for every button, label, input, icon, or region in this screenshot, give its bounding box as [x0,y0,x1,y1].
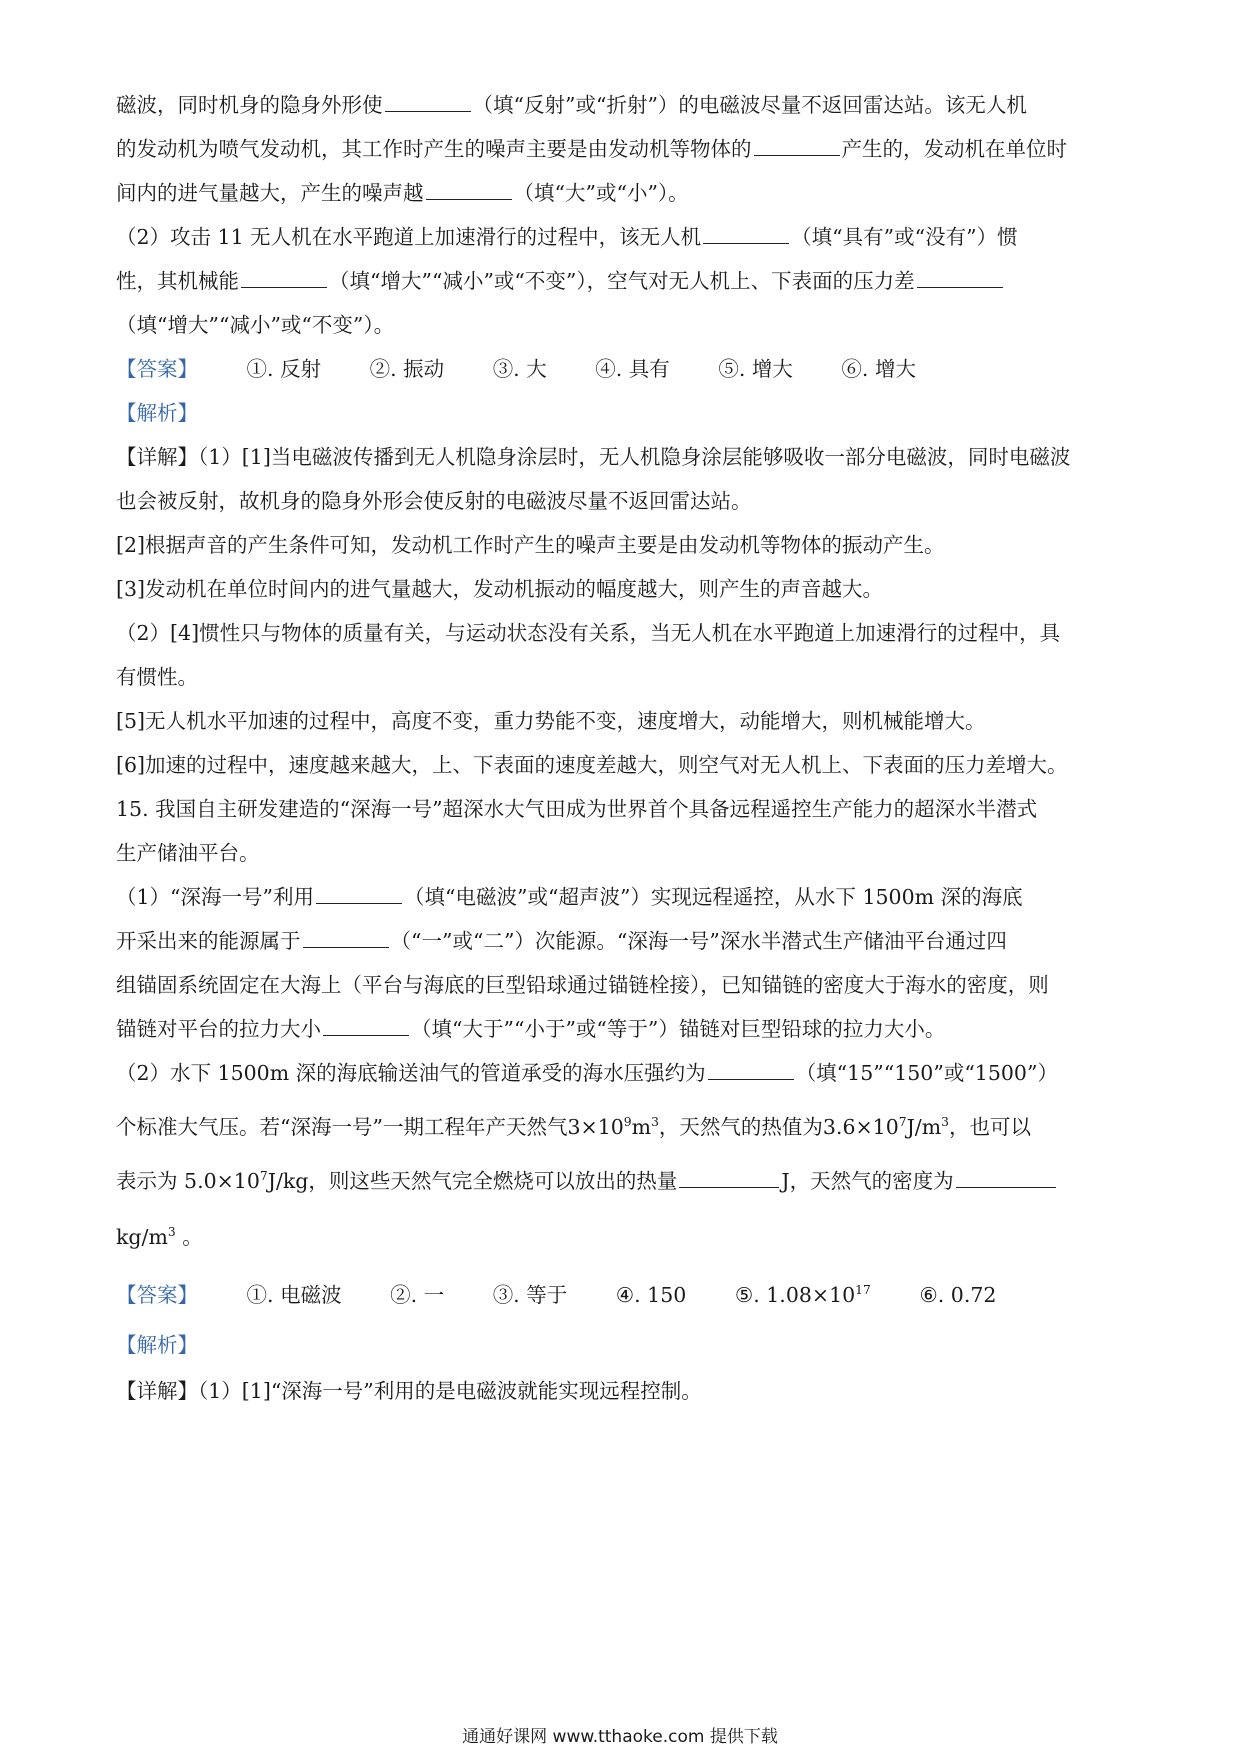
answer-item: ②. 振动 [369,357,445,381]
q15-part1-line-2 [116,926,1136,956]
analysis-14-line-8: [6]加速的过程中，速度越来越大，上、下表面的速度差越大，则空气对无人机上、下表面的压力差增大。 [116,753,1068,777]
text: 表示为 [116,1169,185,1193]
text: （填“增大”“减小”或“不变”）。 [116,313,395,337]
q14-line-5 [116,266,1136,296]
text: ，天然气的热值为 [658,1115,823,1139]
q15-part2-line-3 [116,1166,1136,1196]
analysis-15-line-1: 【详解】（1）[1]“深海一号”利用的是电磁波就能实现远程控制。 [116,1379,702,1403]
q14-line-1 [116,90,1136,120]
answer-blank [754,136,840,156]
answer-tag: 【答案】 [116,357,198,381]
q14-line-3 [116,178,1136,208]
answer-blank [303,928,389,948]
q14-line-2 [116,134,1136,164]
q15-part2-line-1 [116,1058,1136,1088]
formula-gas-volume: $3\times 10^9m^3$ [567,1115,659,1139]
q15-part1-line-4 [116,1014,1136,1044]
text: 间内的进气量越大，产生的噪声越 [116,181,424,205]
text: J，天然气的密度为 [781,1169,954,1193]
text: 。 [175,1225,203,1249]
answer-blank [241,268,327,288]
answer-14 [116,354,1136,384]
analysis-14-line-5: （2）[4]惯性只与物体的质量有关，与运动状态没有关系，当无人机在水平跑道上加速滑行的过程中，具 [116,621,1061,645]
answer-tag: 【答案】 [116,1283,198,1307]
q15-title-line-1: 15. 我国自主研发建造的“深海一号”超深水大气田成为世界首个具备远程遥控生产能力的超深水半潜式 [116,797,1038,821]
text: （填“15”“150”或“1500”） [795,1061,1058,1085]
q15-part2-line-4 [116,1222,1136,1252]
text: （填“增大”“减小”或“不变”），空气对无人机上、下表面的压力差 [329,269,915,293]
answer-item: ④. 具有 [595,357,670,381]
analysis-14-line-3: [2]根据声音的产生条件可知，发动机工作时产生的噪声主要是由发动机等物体的振动产生。 [116,533,945,557]
answer-blank [917,268,1003,288]
answer-item: ②. 一 [390,1283,445,1307]
q14-line-4 [116,222,1136,252]
q15-title-line-2: 生产储油平台。 [116,841,260,865]
text: 锚链对平台的拉力大小 [116,1017,321,1041]
answer-15 [116,1280,1136,1310]
text: （2）攻击 11 无人机在水平跑道上加速滑行的过程中，该无人机 [116,225,702,249]
text: 性，其机械能 [116,269,239,293]
q15-part2-line-2 [116,1112,1136,1142]
text: （填“大于”“小于”或“等于”）锚链对巨型铅球的拉力大小。 [411,1017,946,1041]
analysis-14-line-7: [5]无人机水平加速的过程中，高度不变，重力势能不变，速度增大，动能增大，则机械能增大。 [116,709,986,733]
text: （填“具有”或“没有”）惯 [791,225,1018,249]
analysis-tag-15: 【解析】 [116,1333,198,1357]
analysis-14-line-4: [3]发动机在单位时间内的进气量越大，发动机振动的幅度越大，则产生的声音越大。 [116,577,884,601]
answer-item: ③. 大 [492,357,547,381]
analysis-14-line-6: 有惯性。 [116,665,198,689]
text: 的发动机为喷气发动机，其工作时产生的噪声主要是由发动机等物体的 [116,137,752,161]
q15-part1-line-3: 组锚固系统固定在大海上（平台与海底的巨型铅球通过锚链栓接），已知锚链的密度大于海水的密度，则 [116,973,1049,997]
analysis-tag-14: 【解析】 [116,401,198,425]
text: （填“反射”或“折射”）的电磁波尽量不返回雷达站。该无人机 [472,93,1027,117]
answer-item: ①. 反射 [246,357,322,381]
answer-item: ⑤. $1.08\times 10^{17}$ [734,1283,871,1307]
text: 磁波，同时机身的隐身外形使 [116,93,383,117]
text: 个标准大气压。若“深海一号”一期工程年产天然气 [116,1115,568,1139]
text: （填“大”或“小”）。 [513,181,689,205]
answer-item: ⑥. 增大 [841,357,916,381]
text: ，则这些天然气完全燃烧可以放出的热量 [308,1169,678,1193]
analysis-14-line-1: 【详解】（1）[1]当电磁波传播到无人机隐身涂层时，无人机隐身涂层能够吸收一部分电磁波，同时电磁波 [116,445,1071,469]
text: （填“电磁波”或“超声波”）实现远程遥控，从水下 1500m 深的海底 [404,885,1023,909]
text: （2）水下 1500m 深的海底输送油气的管道承受的海水压强约为 [116,1061,706,1085]
text: （1）“深海一号”利用 [116,885,315,909]
unit-density: $kg/m^3$ [116,1225,176,1249]
answer-item: ③. 等于 [492,1283,568,1307]
answer-blank [316,884,402,904]
answer-blank [426,180,512,200]
formula-heat-value-mass: $5.0\times 10^7J/kg$ [184,1169,309,1193]
analysis-14-line-2: 也会被反射，故机身的隐身外形会使反射的电磁波尽量不返回雷达站。 [116,489,752,513]
answer-item: ④. 150 [615,1283,687,1307]
answer-item: ⑤. 增大 [718,357,793,381]
answer-item: ①. 电磁波 [246,1283,342,1307]
answer-blank [679,1168,779,1188]
answer-blank [703,224,789,244]
formula-heat-value: $3.6\times 10^7J/m^3$ [822,1115,949,1139]
answer-item: ⑥. 0.72 [919,1283,997,1307]
q15-part1-line-1 [116,882,1136,912]
answer-blank [956,1168,1056,1188]
text: （“一”或“二”）次能源。“深海一号”深水半潜式生产储油平台通过四 [390,929,1007,953]
answer-blank [708,1060,794,1080]
page-footer: 通通好课网 www.tthaoke.com 提供下载 [462,1727,778,1747]
text: 开采出来的能源属于 [116,929,301,953]
answer-blank [323,1016,409,1036]
q14-line-6 [116,310,1136,340]
text: 产生的，发动机在单位时 [841,137,1067,161]
text: ，也可以 [949,1115,1031,1139]
answer-blank [385,92,471,112]
